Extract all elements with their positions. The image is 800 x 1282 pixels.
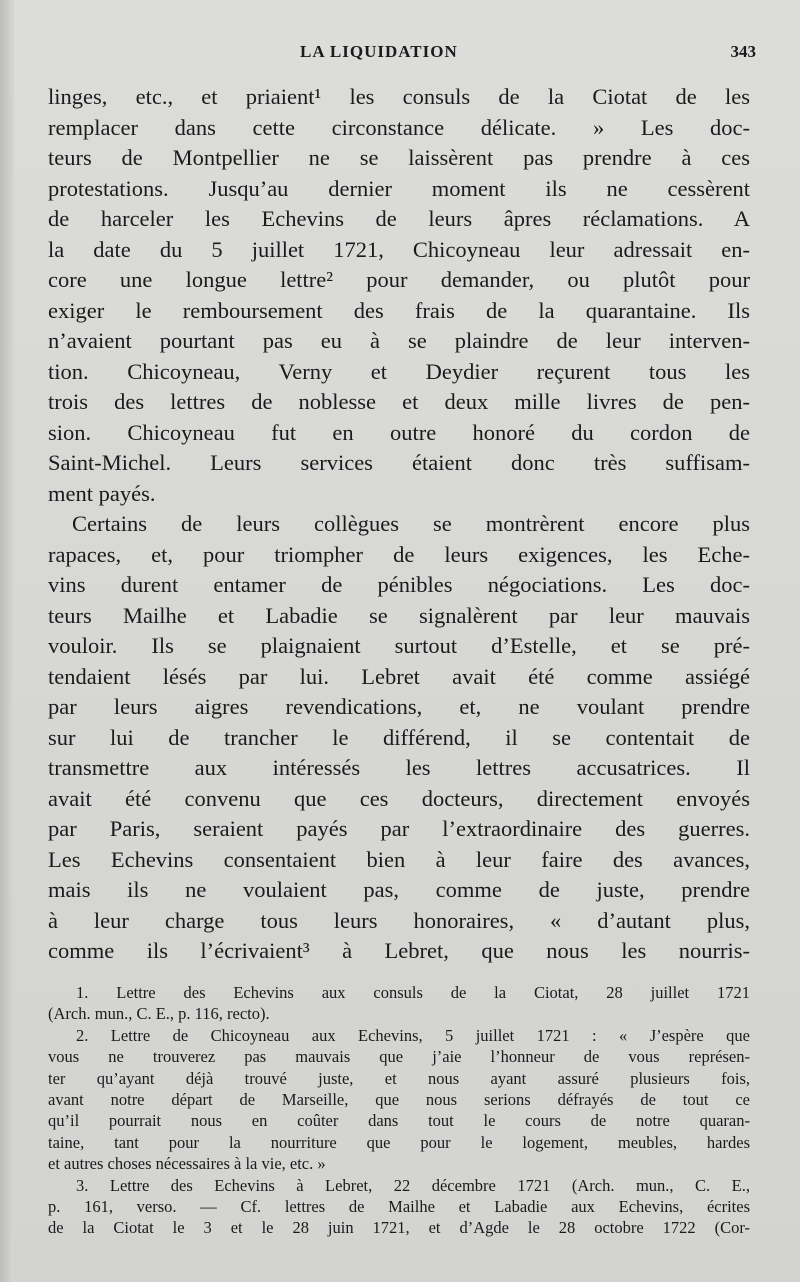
footnotes <box>48 982 750 1239</box>
footnote-line: taine, tant pour la nourriture que pour le logement, meubles, hardes <box>48 1132 750 1152</box>
text-line: ment payés. <box>48 480 156 506</box>
text-line: mais ils ne voulaient pas, comme de juste, prendre <box>48 877 750 902</box>
binding-shadow <box>0 0 14 1282</box>
text-line: de harceler les Echevins de leurs âpres réclamations. A <box>48 206 750 231</box>
text-line: la date du 5 juillet 1721, Chicoyneau leur adressait en- <box>48 236 750 262</box>
text-line: protestations. Jusqu’au dernier moment ils ne cessèrent <box>48 175 750 201</box>
text-line: sur lui de trancher le différend, il se contentait de <box>48 724 750 750</box>
text-line: linges, etc., et priaient¹ les consuls de la Ciotat de les <box>48 84 750 109</box>
text-line: à leur charge tous leurs honoraires, « d’autant plus, <box>48 907 750 933</box>
text-line: teurs Mailhe et Labadie se signalèrent par leur mauvais <box>48 602 750 628</box>
text-line: core une longue lettre² pour demander, ou plutôt pour <box>48 267 750 292</box>
text-line: comme ils l’écrivaient³ à Lebret, que nous les nourris- <box>48 938 750 963</box>
footnote-line: vous ne trouverez pas mauvais que j’aie l’honneur de vous représen- <box>48 1047 750 1067</box>
footnote-line: ter qu’ayant déjà trouvé juste, et nous ayant assuré plusieurs fois, <box>48 1068 750 1088</box>
page-number: 343 <box>730 42 756 61</box>
footnote-line: 1. Lettre des Echevins aux consuls de la Ciotat, 28 juillet 1721 <box>76 983 750 1002</box>
text-line: vins durent entamer de pénibles négociations. Les doc- <box>48 572 750 597</box>
footnote-line: avant notre départ de Marseille, que nous serions défrayés de tout ce <box>48 1089 750 1109</box>
text-line: Certains de leurs collègues se montrèrent encore plus <box>72 511 750 536</box>
text-line: par leurs aigres revendications, et, ne voulant prendre <box>48 694 750 719</box>
footnote-line: qu’il pourrait nous en coûter dans tout le cours de notre quaran- <box>48 1111 750 1131</box>
footnote-line: 2. Lettre de Chicoyneau aux Echevins, 5 juillet 1721 : « J’espère que <box>76 1025 750 1045</box>
text-line: transmettre aux intéressés les lettres accusatrices. Il <box>48 755 750 780</box>
text-line: vouloir. Ils se plaignaient surtout d’Estelle, et se pré- <box>48 633 750 658</box>
text-line: par Paris, seraient payés par l’extraordinaire des guerres. <box>48 816 750 841</box>
footnote-line: et autres choses nécessaires à la vie, etc. » <box>48 1154 326 1174</box>
text-line: Les Echevins consentaient bien à leur faire des avances, <box>48 846 750 872</box>
text-line: n’avaient pourtant pas eu à se plaindre de leur interven- <box>48 328 750 353</box>
text-line: tendaient lésés par lui. Lebret avait été comme assiégé <box>48 663 750 689</box>
text-line: rapaces, et, pour triompher de leurs exigences, les Eche- <box>48 541 750 567</box>
text-line: teurs de Montpellier ne se laissèrent pas prendre à ces <box>48 145 750 170</box>
text-line: trois des lettres de noblesse et deux mille livres de pen- <box>48 389 750 414</box>
text-line: tion. Chicoyneau, Verny et Deydier reçurent tous les <box>48 358 750 384</box>
text-line: exiger le remboursement des frais de la quarantaine. Ils <box>48 297 750 323</box>
body-text <box>48 82 750 967</box>
text-line: remplacer dans cette circonstance délicate. » Les doc- <box>48 114 750 140</box>
running-title: LA LIQUIDATION <box>300 42 458 61</box>
footnote-line: 3. Lettre des Echevins à Lebret, 22 décembre 1721 (Arch. mun., C. E., <box>76 1175 750 1195</box>
text-line: avait été convenu que ces docteurs, directement envoyés <box>48 785 750 811</box>
text-line: Saint-Michel. Leurs services étaient donc très suffisam- <box>48 450 750 475</box>
footnote-line: p. 161, verso. — Cf. lettres de Mailhe et Labadie aux Echevins, écrites <box>48 1196 750 1216</box>
running-head <box>0 42 800 68</box>
footnote-line: de la Ciotat le 3 et le 28 juin 1721, et d’Agde le 28 octobre 1722 (Cor- <box>48 1218 750 1238</box>
footnote-line: (Arch. mun., C. E., p. 116, recto). <box>48 1004 270 1024</box>
text-line: sion. Chicoyneau fut en outre honoré du cordon de <box>48 419 750 445</box>
